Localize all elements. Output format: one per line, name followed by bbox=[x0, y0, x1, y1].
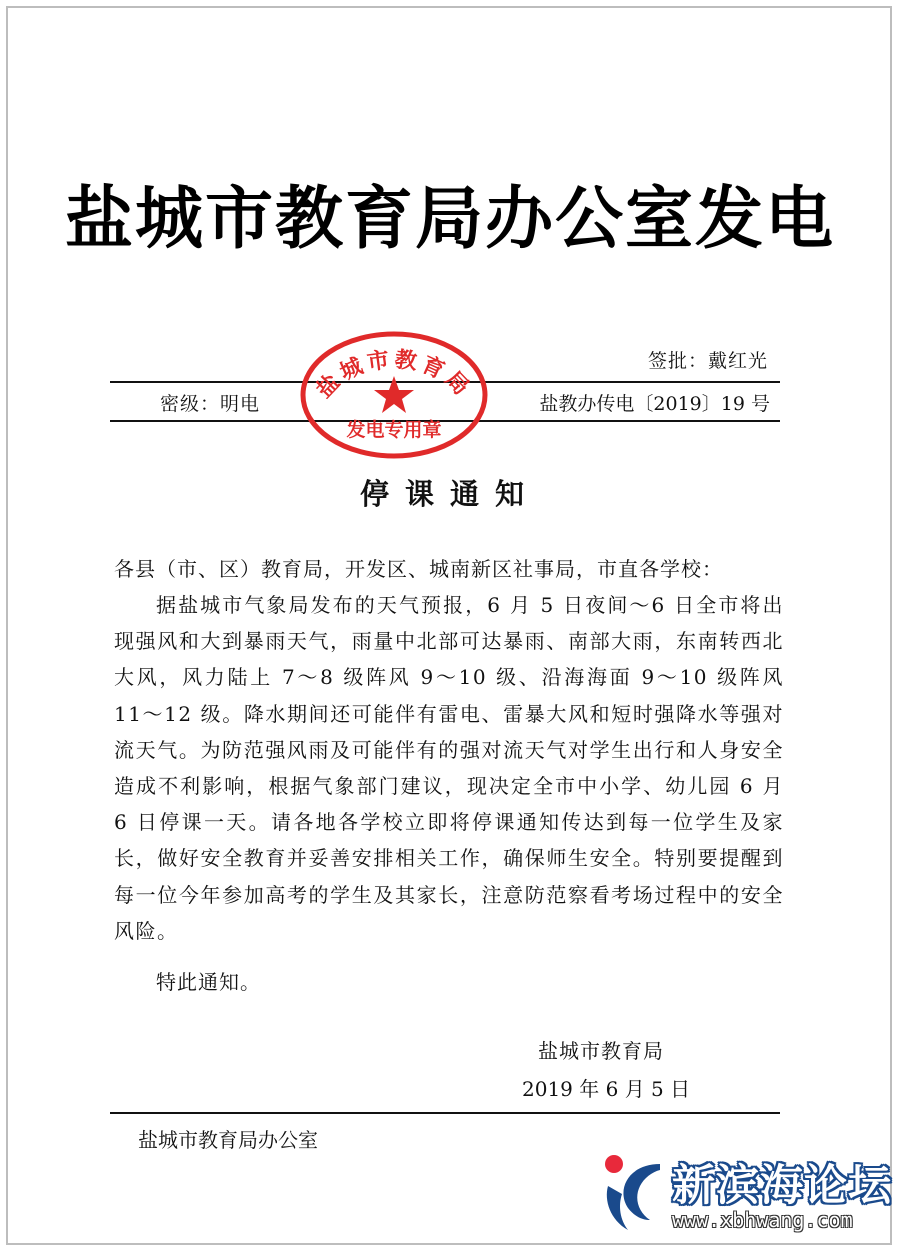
secrecy-level: 密级：明电 bbox=[160, 393, 261, 415]
document-number: 盐教办传电〔2019〕19 号 bbox=[539, 393, 770, 415]
signature-org: 盐城市教育局 bbox=[538, 1039, 664, 1063]
seal-top-text: 盐城市教育局 bbox=[311, 347, 477, 404]
notice-body-paragraph: 据盐城市气象局发布的天气预报，6 月 5 日夜间～6 日全市将出现强风和大到暴雨天气，雨量中北部可达暴雨、南部大雨，东南转西北大风，风力陆上 7～8 级阵风 9～10 级、沿海海面 9～10 级阵风 11～12 级。降水期间还可能伴有雷电、雷暴大风和短时强降水等强对流天气。为防范强风雨及可能伴有的强对流天气对学生出行和人身安全造成不利影响，根据气象部门建议，现决定全市中小学、幼儿园 6 月 6 日停课一天。请各地各学校立即将停课通知传达到每一位学生及家长，做好安全教育并妥善安排相关工作，确保师生安全。特别要提醒到每一位今年参加高考的学生及其家长，注意防范察看考场过程中的安全风险。 bbox=[114, 593, 784, 943]
site-watermark bbox=[598, 1150, 898, 1246]
seal-bottom-text: 发电专用章 bbox=[346, 419, 442, 441]
footer-rule bbox=[110, 1112, 780, 1114]
watermark-name: 新滨海论坛 bbox=[672, 1161, 892, 1211]
document-header-title: 盐城市教育局办公室发电 bbox=[64, 180, 835, 259]
forum-logo-icon bbox=[598, 1150, 670, 1240]
watermark-url: www.xbhwang.com bbox=[672, 1208, 853, 1232]
notice-closing: 特此通知。 bbox=[156, 970, 261, 994]
notice-addressee: 各县（市、区）教育局，开发区、城南新区社事局，市直各学校： bbox=[114, 557, 723, 581]
notice-body bbox=[114, 587, 784, 949]
notice-title: 停课通知 bbox=[359, 477, 540, 511]
seal-star-icon bbox=[374, 376, 414, 413]
official-seal bbox=[298, 330, 490, 460]
signature-date: 2019 年 6 月 5 日 bbox=[522, 1077, 691, 1101]
footer-issuer: 盐城市教育局办公室 bbox=[138, 1128, 318, 1152]
approver-line: 签批：戴红光 bbox=[647, 350, 768, 372]
